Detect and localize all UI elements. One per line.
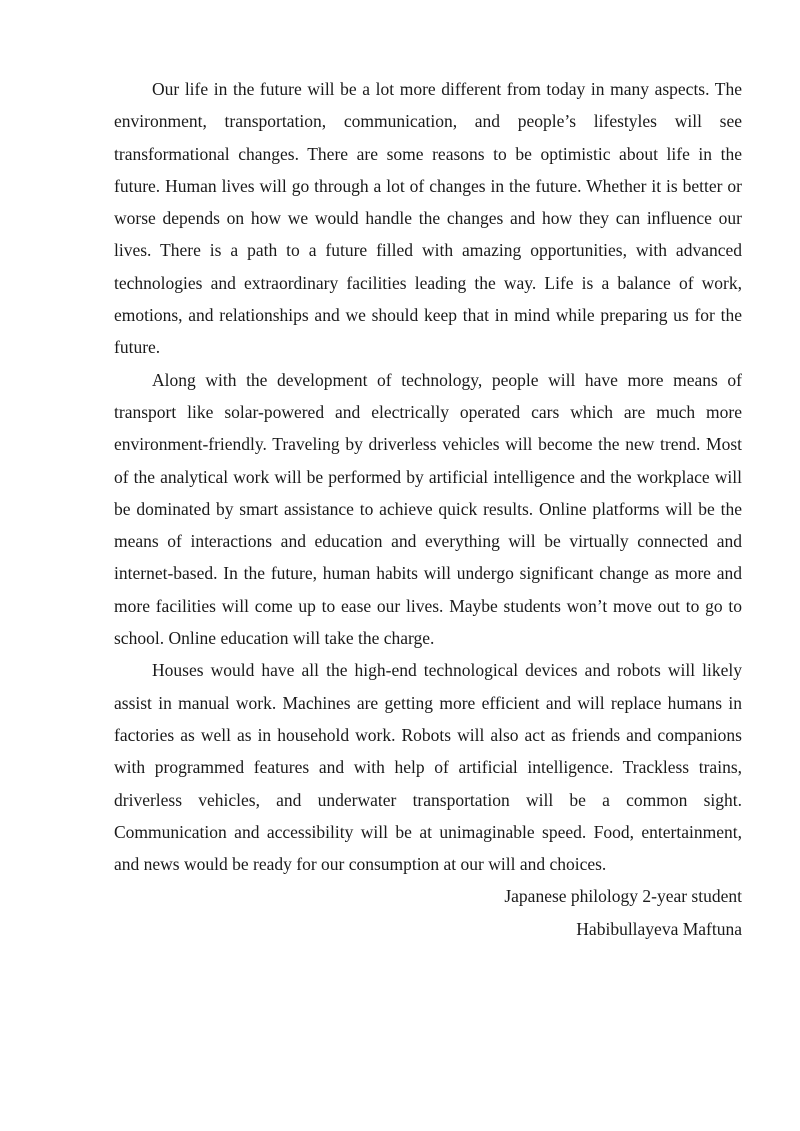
author-name: Habibullayeva Maftuna	[576, 918, 742, 939]
essay-body	[114, 73, 742, 945]
essay-paragraph-1: Our life in the future will be a lot more different from today in many aspects. The environment, transportation, communication, and people’s lifestyles will see transformational changes. There are some reasons to be optimistic about life in the future. Human lives will go through a lot of changes in the future. Whether it is better or worse depends on how we would handle the changes and how they can influence our lives. There is a path to a future filled with amazing opportunities, with advanced technologies and extraordinary facilities leading the way. Life is a balance of work, emotions, and relationships and we should keep that in mind while preparing us for the future.	[114, 79, 742, 358]
essay-paragraph-2: Along with the development of technology, people will have more means of transport like solar-powered and electrically operated cars which are much more environment-friendly. Traveling by driverless vehicles will become the new trend. Most of the analytical work will be performed by artificial intelligence and the workplace will be dominated by smart assistance to achieve quick results. Online platforms will be the means of interactions and education and everything will be virtually connected and internet-based. In the future, human habits will undergo significant change as more and more facilities will come up to ease our lives. Maybe students won’t move out to go to school. Online education will take the charge.	[114, 369, 742, 649]
essay-paragraph-3: Houses would have all the high-end technological devices and robots will likely assist in manual work. Machines are getting more efficient and will replace humans in factories as well as in household work. Robots will also act as friends and companions with programmed features and with help of artificial intelligence. Trackless trains, driverless vehicles, and underwater transportation will be a common sight. Communication and accessibility will be at unimaginable speed. Food, entertainment, and news would be ready for our consumption at our will and choices.	[114, 660, 742, 875]
author-role: Japanese philology 2-year student	[504, 886, 742, 907]
